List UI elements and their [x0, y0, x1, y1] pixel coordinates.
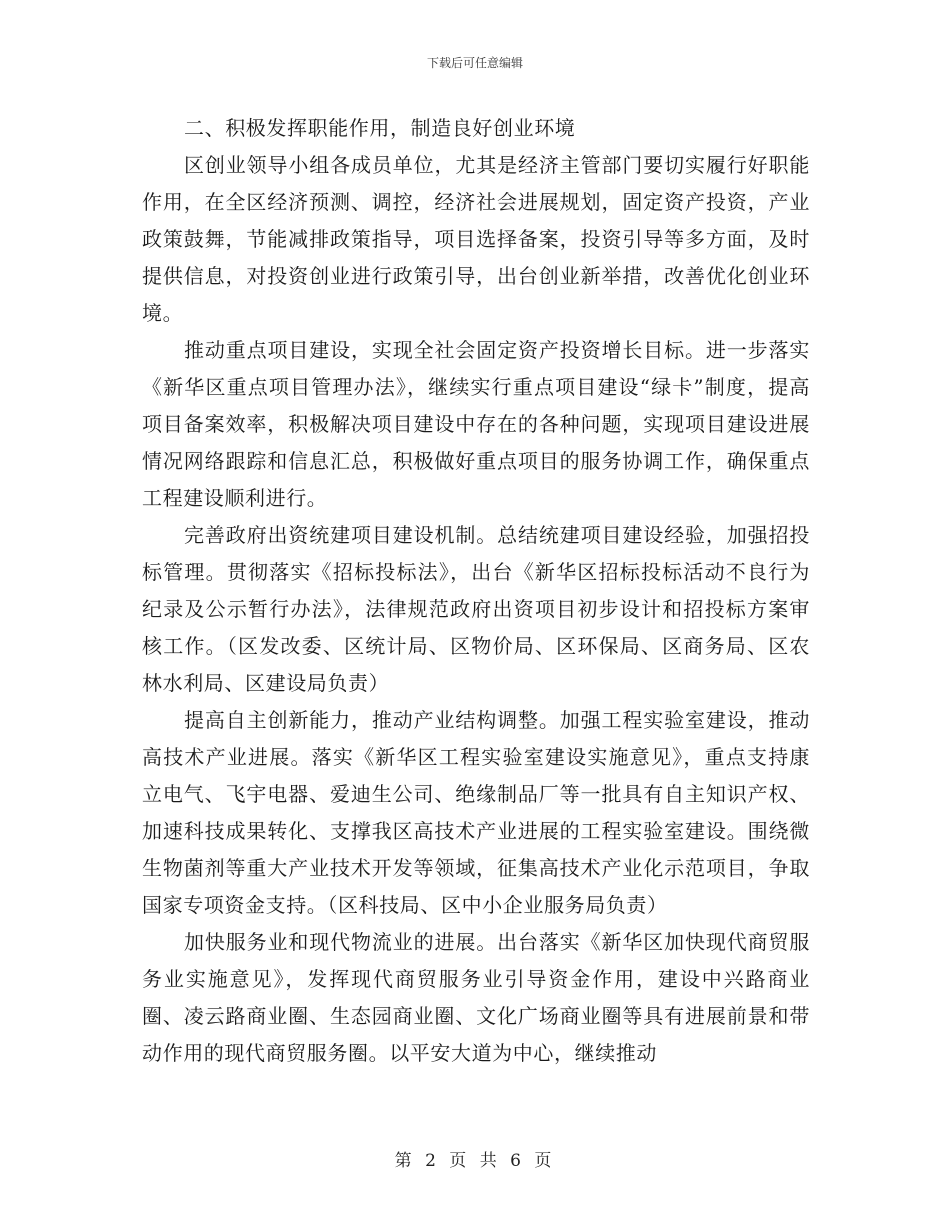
paragraph-innovation: 提高自主创新能力，推动产业结构调整。加强工程实验室建设，推动高技术产业进展。落实《新华区工程实验室建设实施意见》，重点支持康立电气、飞宇电器、爱迪生公司、绝缘制品厂等一批具有自主知识产权、加速科技成果转化、支撑我区高技术产业进展的工程实验室建设。围绕微生物菌剂等重大产业技术开发等领域，征集高技术产业化示范项目，争取国家专项资金支持。（区科技局、区中小企业服务局负责） — [142, 708, 810, 917]
page-header: 下载后可任意编辑 — [426, 56, 523, 70]
paragraph-services-logistics: 加快服务业和现代物流业的进展。出台落实《新华区加快现代商贸服务业实施意见》，发挥现代商贸服务业引导资金作用，建设中兴路商业圈、凌云路商业圈、生态园商业圈、文化广场商业圈等具有进展前景和带动作用的现代商贸服务圈。以平安大道为中心，继续推动 — [142, 930, 810, 1065]
paragraph-key-projects: 推动重点项目建设，实现全社会固定资产投资增长目标。进一步落实《新华区重点项目管理办法》，继续实行重点项目建设“绿卡”制度，提高项目备案效率，积极解决项目建设中存在的各种问题，实现项目建设进展情况网络跟踪和信息汇总，积极做好重点项目的服务协调工作，确保重点工程建设顺利进行。 — [142, 338, 810, 510]
section-heading: 二、积极发挥职能作用，制造良好创业环境 — [184, 116, 576, 140]
paragraph-career-environment: 区创业领导小组各成员单位，尤其是经济主管部门要切实履行好职能作用，在全区经济预测、调控，经济社会进展规划，固定资产投资，产业政策鼓舞，节能减排政策指导，项目选择备案，投资引导等多方面，及时提供信息，对投资创业进行政策引导，出台创业新举措，改善优化创业环境。 — [142, 153, 810, 325]
paragraph-government-projects: 完善政府出资统建项目建设机制。总结统建项目建设经验，加强招投标管理。贯彻落实《招标投标法》，出台《新华区招标投标活动不良行为纪录及公示暂行办法》，法律规范政府出资项目初步设计和招投标方案审核工作。（区发改委、区统计局、区物价局、区环保局、区商务局、区农林水利局、区建设局负责） — [142, 523, 810, 695]
page-number: 第 2 页 共 6 页 — [394, 1151, 556, 1171]
document-body — [142, 110, 810, 1072]
